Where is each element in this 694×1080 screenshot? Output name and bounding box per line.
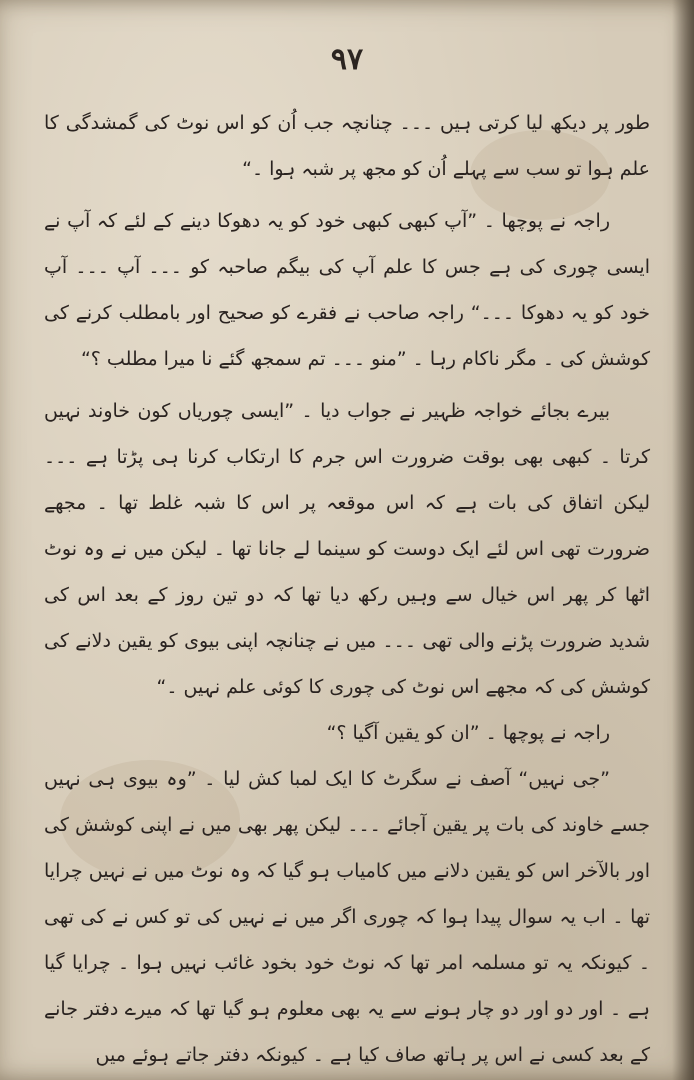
paragraph: بیرے بجائے خواجہ ظہیر نے جواب دیا ۔ ”ایسی چوریاں کون خاوند نہیں کرتا ۔ کبھی بھی بوقت ضرورت اس جرم کا ارتکاب کرنا ہی پڑتا ہے ۔۔۔ لیکن اتفاق کی بات ہے کہ اس موقعہ پر اس کا شبہ غلط تھا ۔ مجھے ضرورت تھی اس لئے ایک دوست کو سینما لے جانا تھا ۔ لیکن میں نے وہ نوٹ اٹھا کر پھر اس خیال سے وہیں رکھ دیا تھا کہ دو تین روز کے بعد اس کی شدید ضرورت پڑنے والی تھی ۔۔۔ میں نے چنانچہ اپنی بیوی کو یقین دلانے کی کوشش کی کہ مجھے اس نوٹ کی چوری کا کوئی علم نہیں ۔“	[44, 400, 650, 698]
paragraph: طور پر دیکھ لیا کرتی ہیں ۔۔۔ چنانچہ جب اُن کو اس نوٹ کی گمشدگی کا علم ہوا تو سب سے پہلے اُن کو مجھ پر شبہ ہوا ۔“	[44, 112, 650, 180]
body-text	[44, 100, 650, 1078]
page-number: ۹۷	[330, 42, 364, 77]
paragraph: راجہ نے پوچھا ۔ ”آپ کبھی کبھی خود کو یہ دھوکا دینے کے لئے کہ آپ نے ایسی چوری کی ہے جس کا علم آپ کی بیگم صاحبہ کو ۔۔۔ آپ ۔۔۔ آپ خود کو یہ دھوکا ۔۔۔“ راجہ صاحب نے فقرے کو صحیح اور بامطلب کرنے کی کوشش کی ۔ مگر ناکام رہا ۔ ”منو ۔۔۔ تم سمجھ گئے نا میرا مطلب ؟“	[44, 210, 650, 370]
paragraph: راجہ نے پوچھا ۔ ”ان کو یقین آگیا ؟“	[326, 722, 610, 744]
paragraph: ”جی نہیں“ آصف نے سگرٹ کا ایک لمبا کش لیا ۔ ”وہ بیوی ہی نہیں جسے خاوند کی بات پر یقین آجائے ۔۔۔ لیکن پھر بھی میں نے اپنی کوشش کی اور بالآخر اس کو یقین دلانے میں کامیاب ہو گیا کہ وہ نوٹ میں نے نہیں چرایا تھا ۔ اب یہ سوال پیدا ہوا کہ چوری اگر میں نے نہیں کی تو کس نے کی تھی ۔ کیونکہ یہ تو مسلمہ امر تھا کہ نوٹ خود بخود غائب نہیں ہوا ۔ چرایا گیا ہے ۔ اور دو اور دو چار ہونے سے یہ بھی معلوم ہو گیا تھا کہ میرے دفتر جانے کے بعد کسی نے اس پر ہاتھ صاف کیا ہے ۔ کیونکہ دفتر جاتے ہوئے میں	[44, 768, 650, 1066]
page-edge-shadow	[672, 0, 694, 1080]
